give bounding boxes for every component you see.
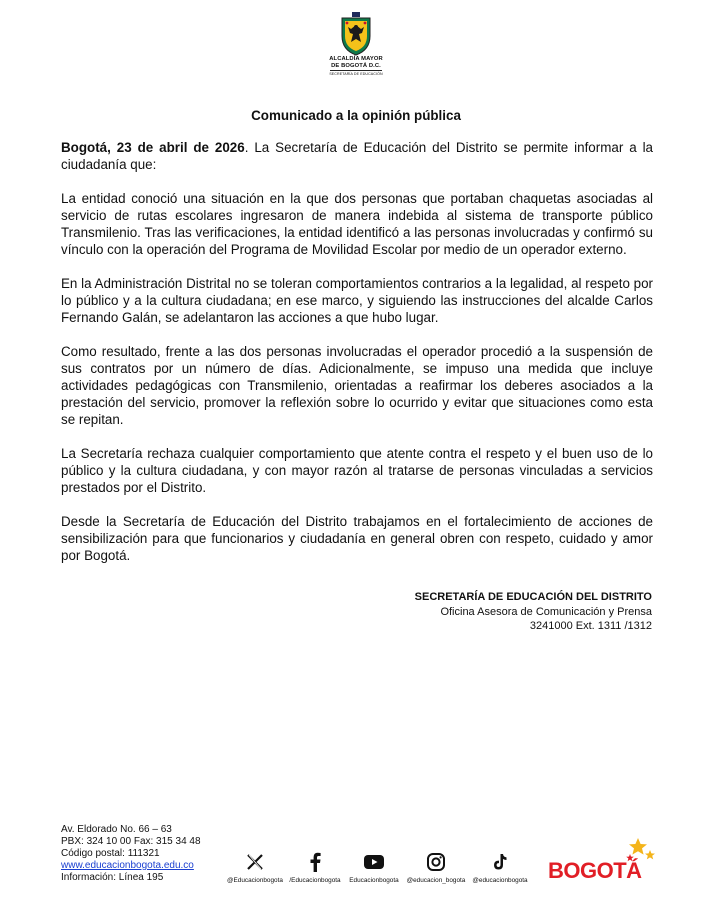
body-paragraph-4: La Secretaría rechaza cualquier comportamiento que atente contra el respeto y el buen uso de lo público y la cultura ciudadana, y con mayor razón al tratarse de personas vinculadas a servicios prestados por el Distrito. <box>61 446 653 495</box>
signature-block <box>415 590 652 634</box>
instagram-icon <box>427 851 445 873</box>
footer-contact <box>61 824 201 884</box>
brand-wordmark: BOGOTÁ <box>548 858 642 883</box>
footer-pbx: PBX: 324 10 00 Fax: 315 34 48 <box>61 836 201 847</box>
header-logo <box>326 12 386 77</box>
communique-body <box>61 139 653 581</box>
youtube-icon <box>364 851 384 873</box>
tiktok-icon <box>492 851 508 873</box>
social-handle-instagram: @educacion_bogota <box>406 877 466 884</box>
footer-postal: Código postal: 111321 <box>61 848 160 859</box>
logo-line-3: SECRETARÍA DE EDUCACIÓN <box>329 72 383 77</box>
coat-of-arms-icon <box>339 12 373 56</box>
footer-website-link[interactable]: www.educacionbogota.edu.co <box>61 860 194 871</box>
signature-org: SECRETARÍA DE EDUCACIÓN DEL DISTRITO <box>414 591 652 603</box>
facebook-icon <box>308 851 322 873</box>
body-paragraph-1: La entidad conoció una situación en la que dos personas que portaban chaquetas asociadas al servicio de rutas escolares ingresaron de manera indebida al sistema de transporte público Transmilenio. Tras las verificaciones, la entidad identificó a las personas involucradas y confirmó su vínculo con la operación del Programa de Movilidad Escolar por medio de un operador externo. <box>61 191 653 257</box>
social-handle-facebook: /Educacionbogota <box>289 877 341 884</box>
social-handle-x: @Educacionbogota <box>227 877 283 884</box>
intro-paragraph <box>61 139 653 173</box>
bogota-brand-logo <box>546 836 658 892</box>
social-youtube[interactable] <box>344 851 404 884</box>
social-tiktok[interactable] <box>468 851 532 884</box>
body-paragraph-5: Desde la Secretaría de Educación del Distrito trabajamos en el fortalecimiento de acciones de sensibilización para que funcionarios y ciudadanía en general obren con respeto, cuidado y amor por Bogotá. <box>61 514 653 563</box>
social-x[interactable] <box>222 851 288 884</box>
signature-phone: 3241000 Ext. 1311 /1312 <box>529 620 652 632</box>
footer-info: Información: Línea 195 <box>61 872 164 883</box>
page-title: Comunicado a la opinión pública <box>251 108 461 123</box>
dateline: Bogotá, 23 de abril de 2026 <box>61 140 245 155</box>
body-paragraph-3: Como resultado, frente a las dos personas involucradas el operador procedió a la suspensión de sus contratos por un número de días. Adicionalmente, se impuso una medida que incluye actividades pedagógicas con Transmilenio, orientadas a reafirmar los deberes asociados a la prestación del servicio, promover la reflexión sobre lo ocurrido y evitar que situaciones como esta se repitan. <box>61 344 653 427</box>
social-facebook[interactable] <box>284 851 346 884</box>
x-icon <box>246 851 264 873</box>
social-handle-tiktok: @educacionbogota <box>472 877 528 884</box>
footer-address: Av. Eldorado No. 66 – 63 <box>61 824 172 835</box>
logo-line-2: DE BOGOTÁ D.C. <box>331 62 381 69</box>
intro-text: . La Secretaría de Educación del Distrito se permite informar a la ciudadanía que: <box>61 140 653 172</box>
logo-line-1: ALCALDÍA MAYOR <box>329 56 383 62</box>
social-instagram[interactable] <box>404 851 468 884</box>
social-handle-youtube: Educacionbogota <box>349 877 399 884</box>
body-paragraph-2: En la Administración Distrital no se toleran comportamientos contrarios a la legalidad, al respeto por lo público y a la cultura ciudadana; en ese marco, y siguiendo las instrucciones del alcalde Carlos Fernando Galán, se adelantaron las acciones a que hubo lugar. <box>61 276 653 325</box>
signature-office: Oficina Asesora de Comunicación y Prensa <box>440 605 652 618</box>
